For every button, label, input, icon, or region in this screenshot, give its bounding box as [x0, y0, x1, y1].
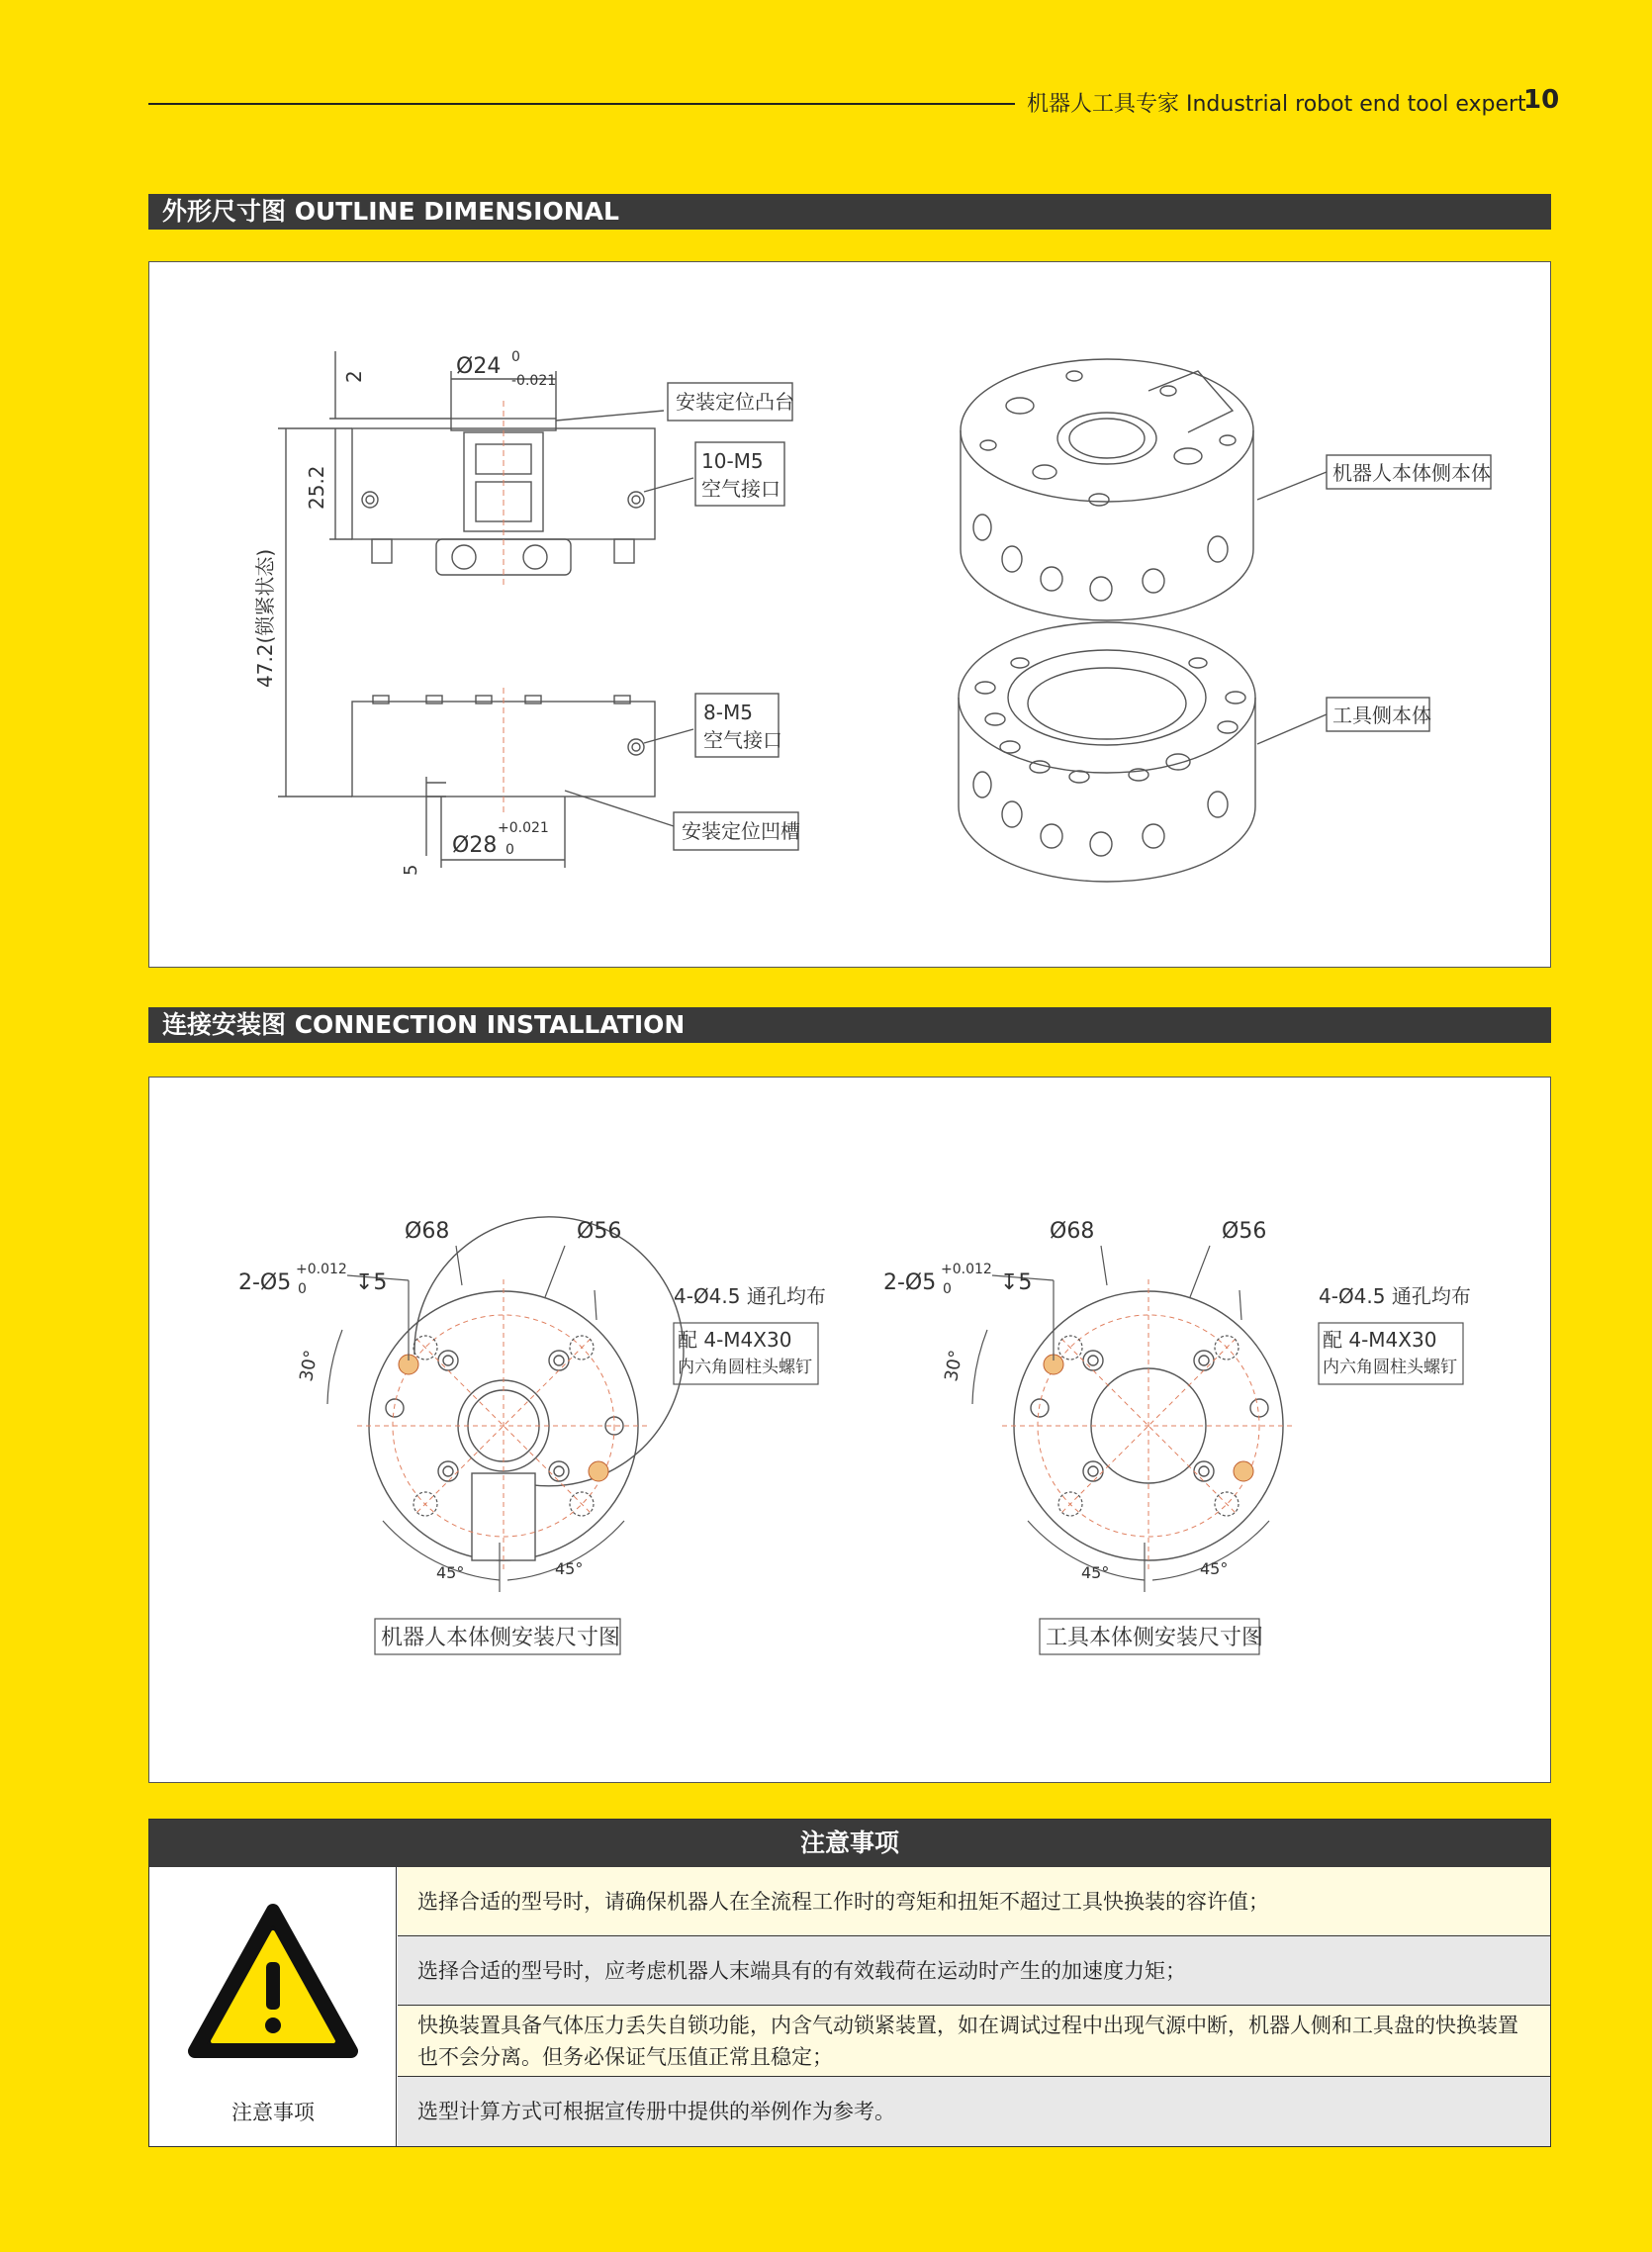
dim-d28-tol-low: 0: [505, 842, 514, 858]
left-pin: 2-Ø5: [238, 1270, 292, 1295]
left-d56: Ø56: [577, 1219, 622, 1244]
left-pin-tol-up: +0.012: [296, 1262, 347, 1277]
right-angle30: 30°: [941, 1348, 967, 1383]
callout-groove: 安装定位凹槽: [682, 819, 800, 843]
dim-d28-tol-up: +0.021: [498, 820, 549, 836]
right-angle45b: 45°: [1200, 1559, 1229, 1578]
dim-d28: Ø28: [452, 833, 498, 858]
right-screw-b: 内六角圆柱头螺钉: [1323, 1358, 1457, 1377]
section-title-outline: 外形尺寸图 OUTLINE DIMENSIONAL: [148, 194, 1551, 230]
notice-warning-cell: [149, 1867, 397, 2146]
right-pin-tol-up: +0.012: [941, 1262, 992, 1277]
left-pin-tol-low: 0: [298, 1281, 307, 1297]
warning-icon: [149, 1867, 397, 2085]
notice-caption: 注意事项: [231, 2101, 315, 2124]
notice-item-4: 选型计算方式可根据宣传册中提供的举例作为参考。: [398, 2077, 1550, 2146]
left-caption: 机器人本体侧安装尺寸图: [381, 1626, 621, 1650]
dim-47-2: 47.2(锁紧状态): [253, 548, 277, 688]
right-caption: 工具本体侧安装尺寸图: [1046, 1626, 1264, 1650]
page-number: 10: [1523, 85, 1560, 115]
right-pin: 2-Ø5: [883, 1270, 937, 1295]
notice-item-3: 快换装置具备气体压力丢失自锁功能，内含气动锁紧装置，如在调试过程中出现气源中断，机器人侧和工具盘的快换装置也不会分离。但务必保证气压值正常且稳定；: [398, 2006, 1550, 2077]
left-screw-b: 内六角圆柱头螺钉: [678, 1358, 812, 1377]
left-pin-depth: ↧5: [355, 1270, 388, 1295]
connection-drawing: [149, 1078, 1552, 1784]
callout-10m5-b: 空气接口: [701, 477, 780, 501]
callout-boss: 安装定位凸台: [676, 390, 794, 414]
callout-tool-body: 工具侧本体: [1332, 704, 1431, 727]
right-d56: Ø56: [1222, 1219, 1267, 1244]
callout-8m5-a: 8-M5: [703, 701, 753, 724]
callout-10m5-a: 10-M5: [701, 449, 764, 473]
right-d68: Ø68: [1050, 1219, 1095, 1244]
dim-5: 5: [401, 864, 421, 876]
left-holes: 4-Ø4.5 通孔均布: [674, 1284, 826, 1308]
left-angle30: 30°: [296, 1348, 322, 1383]
header-tagline: 机器人工具专家 Industrial robot end tool expert: [1027, 92, 1526, 117]
outline-drawing-panel: [148, 261, 1551, 968]
outline-drawing: [149, 262, 1552, 969]
notice-table: [148, 1819, 1551, 2147]
left-angle45b: 45°: [555, 1559, 584, 1578]
dim-d24-tol-low: -0.021: [511, 373, 557, 389]
section-title-connection: 连接安装图 CONNECTION INSTALLATION: [148, 1007, 1551, 1043]
header-rule: [148, 103, 1015, 105]
notice-item-1: 选择合适的型号时，请确保机器人在全流程工作时的弯矩和扭矩不超过工具快换装的容许值；: [398, 1867, 1550, 1936]
left-d68: Ø68: [405, 1219, 450, 1244]
dim-d24-tol-up: 0: [511, 349, 520, 365]
left-screw-a: 配 4-M4X30: [678, 1328, 792, 1352]
right-pin-tol-low: 0: [943, 1281, 952, 1297]
notice-item-2: 选择合适的型号时，应考虑机器人末端具有的有效载荷在运动时产生的加速度力矩；: [398, 1936, 1550, 2006]
dim-25-2: 25.2: [305, 465, 328, 510]
connection-drawing-panel: [148, 1077, 1551, 1783]
left-angle45a: 45°: [436, 1563, 465, 1582]
dim-2: 2: [342, 370, 366, 383]
notice-title: 注意事项: [149, 1820, 1550, 1867]
right-pin-depth: ↧5: [1000, 1270, 1033, 1295]
dim-d24: Ø24: [456, 354, 502, 379]
right-screw-a: 配 4-M4X30: [1323, 1328, 1437, 1352]
callout-8m5-b: 空气接口: [703, 728, 782, 752]
right-angle45a: 45°: [1081, 1563, 1110, 1582]
right-holes: 4-Ø4.5 通孔均布: [1319, 1284, 1471, 1308]
callout-robot-body: 机器人本体侧本体: [1332, 461, 1491, 485]
